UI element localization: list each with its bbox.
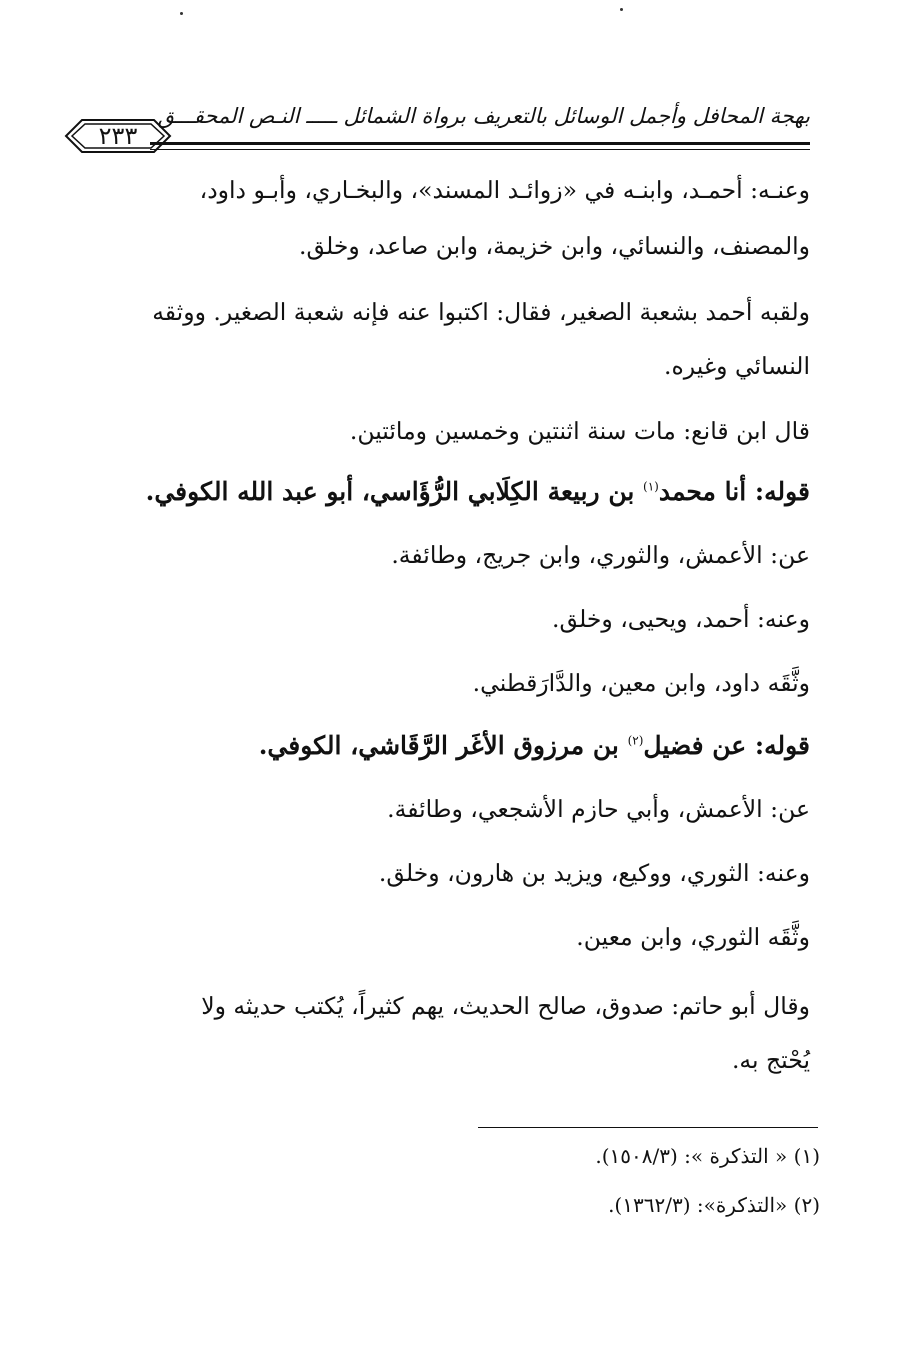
text-line: عن: الأعمش، والثوري، وابن جريج، وطائفة. — [391, 541, 810, 569]
footnote-separator — [478, 1127, 818, 1128]
text-line: النسائي وغيره. — [664, 352, 810, 380]
running-title: بهجة المحافل وأجمل الوسائل بالتعريف برواة الشمائل ـــــ النـص المحقـــق — [157, 104, 810, 128]
page-header — [58, 98, 810, 158]
text-line: وثَّقَه الثوري، وابن معين. — [576, 923, 810, 951]
footnote: (٢) «التذكرة»: (١٣٦٢/٣). — [608, 1193, 820, 1217]
text-line: وقال أبو حاتم: صدوق، صالح الحديث، يهم كثيراً، يُكتب حديثه ولا — [201, 992, 810, 1020]
heading-text: قوله: عن فضيل — [643, 731, 810, 760]
heading-text: بن مرزوق الأغَر الرَّقَاشي، الكوفي. — [258, 731, 628, 760]
scan-speck — [620, 8, 623, 11]
footnote-ref: (١) — [643, 479, 659, 494]
text-line: وثَّقَه داود، وابن معين، والدَّارَقطني. — [472, 669, 810, 697]
header-rule-thin — [150, 149, 810, 150]
text-line: وعنه: الثوري، ووكيع، ويزيد بن هارون، وخلق. — [378, 859, 810, 887]
heading-text: قوله: أنا محمد — [658, 477, 810, 506]
scan-speck — [180, 12, 183, 15]
footnote: (١) « التذكرة »: (١٥٠٨/٣). — [595, 1144, 820, 1168]
entry-heading — [94, 477, 810, 506]
entry-heading — [94, 731, 810, 760]
text-line: ولقبه أحمد بشعبة الصغير، فقال: اكتبوا عنه فإنه شعبة الصغير. ووثقه — [152, 298, 810, 326]
page-number: ٢٣٣ — [98, 122, 138, 150]
text-line: يُحْتج به. — [731, 1046, 810, 1074]
text-line: وعنه: أحمد، ويحيى، وخلق. — [552, 605, 810, 633]
footnote-ref: (٢) — [627, 733, 644, 748]
text-line: والمصنف، والنسائي، وابن خزيمة، وابن صاعد، وخلق. — [299, 232, 810, 260]
text-line: عن: الأعمش، وأبي حازم الأشجعي، وطائفة. — [387, 795, 810, 823]
text-line: قال ابن قانع: مات سنة اثنتين وخمسين ومائتين. — [349, 417, 810, 445]
heading-text: بن ربيعة الكِلَابي الرُّؤَاسي، أبو عبد الله الكوفي. — [145, 477, 644, 506]
header-rule — [150, 142, 810, 145]
text-line: وعنـه: أحمـد، وابنـه في «زوائـد المسند»، والبخـاري، وأبـو داود، — [199, 176, 810, 204]
page-number-badge — [58, 116, 178, 156]
